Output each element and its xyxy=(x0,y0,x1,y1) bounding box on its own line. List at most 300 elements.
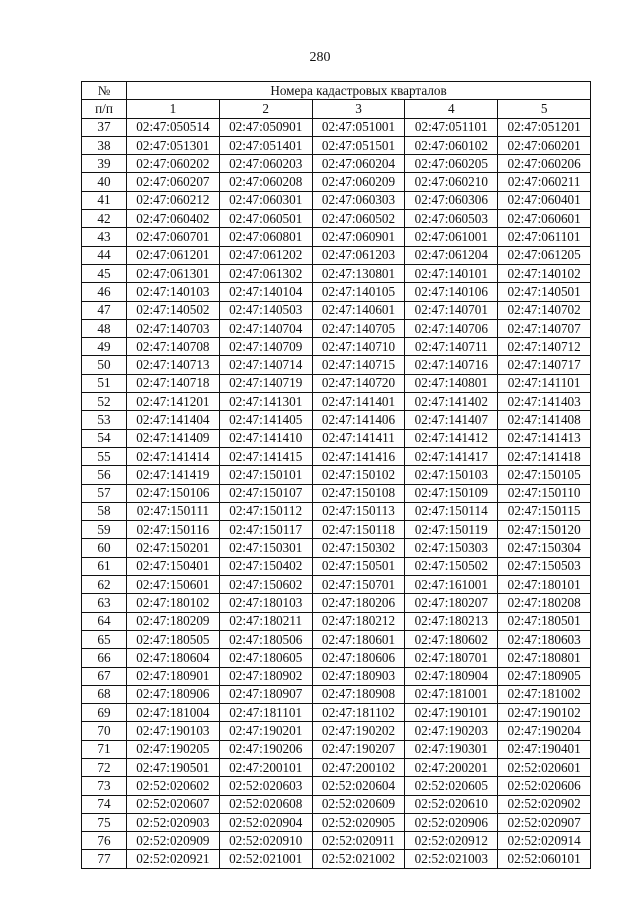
cadastral-quarter-cell: 02:47:060601 xyxy=(498,210,591,228)
cadastral-quarter-cell: 02:52:020605 xyxy=(405,777,498,795)
cadastral-quarter-cell: 02:47:190207 xyxy=(312,740,405,758)
cadastral-quarter-cell: 02:47:060207 xyxy=(127,173,220,191)
cadastral-quarter-cell: 02:47:150118 xyxy=(312,521,405,539)
cadastral-quarter-cell: 02:47:180602 xyxy=(405,630,498,648)
cadastral-quarter-cell: 02:52:020903 xyxy=(127,813,220,831)
cadastral-quarter-cell: 02:47:180211 xyxy=(219,612,312,630)
cadastral-quarter-cell: 02:47:140502 xyxy=(127,301,220,319)
cadastral-quarter-cell: 02:52:020609 xyxy=(312,795,405,813)
table-row xyxy=(82,685,591,703)
cadastral-quarter-cell: 02:47:060501 xyxy=(219,210,312,228)
cadastral-quarter-cell: 02:52:020914 xyxy=(498,832,591,850)
cadastral-quarter-cell: 02:47:060502 xyxy=(312,210,405,228)
cadastral-quarter-cell: 02:47:060210 xyxy=(405,173,498,191)
cadastral-quarter-cell: 02:47:190102 xyxy=(498,704,591,722)
cadastral-quarter-cell: 02:47:060102 xyxy=(405,136,498,154)
cadastral-quarter-cell: 02:47:190101 xyxy=(405,704,498,722)
cadastral-quarter-cell: 02:47:150114 xyxy=(405,502,498,520)
cadastral-quarter-cell: 02:52:020902 xyxy=(498,795,591,813)
header-num-line1: № xyxy=(82,82,127,100)
cadastral-quarter-cell: 02:47:051101 xyxy=(405,118,498,136)
cadastral-quarter-cell: 02:47:141414 xyxy=(127,447,220,465)
cadastral-quarter-cell: 02:47:200102 xyxy=(312,758,405,776)
row-number-cell: 66 xyxy=(82,649,127,667)
cadastral-quarter-cell: 02:47:180212 xyxy=(312,612,405,630)
cadastral-quarter-cell: 02:47:150107 xyxy=(219,484,312,502)
cadastral-quarter-cell: 02:47:150503 xyxy=(498,557,591,575)
cadastral-quarter-cell: 02:47:141402 xyxy=(405,393,498,411)
cadastral-quarter-cell: 02:47:150120 xyxy=(498,521,591,539)
table-row xyxy=(82,777,591,795)
cadastral-quarter-cell: 02:52:020921 xyxy=(127,850,220,868)
cadastral-quarter-cell: 02:47:140707 xyxy=(498,319,591,337)
cadastral-quarter-cell: 02:47:180907 xyxy=(219,685,312,703)
cadastral-quarter-cell: 02:47:141419 xyxy=(127,466,220,484)
row-number-cell: 47 xyxy=(82,301,127,319)
cadastral-quarter-cell: 02:47:150501 xyxy=(312,557,405,575)
cadastral-quarter-cell: 02:47:181004 xyxy=(127,704,220,722)
table-row xyxy=(82,356,591,374)
row-number-cell: 64 xyxy=(82,612,127,630)
cadastral-quarter-cell: 02:47:140719 xyxy=(219,374,312,392)
cadastral-quarter-cell: 02:47:150119 xyxy=(405,521,498,539)
cadastral-quarter-cell: 02:47:051301 xyxy=(127,136,220,154)
cadastral-quarter-cell: 02:47:150116 xyxy=(127,521,220,539)
header-row-title xyxy=(82,82,591,100)
cadastral-quarter-cell: 02:52:021003 xyxy=(405,850,498,868)
cadastral-quarter-cell: 02:47:141417 xyxy=(405,447,498,465)
cadastral-quarter-cell: 02:47:140501 xyxy=(498,283,591,301)
cadastral-quarter-cell: 02:47:141301 xyxy=(219,393,312,411)
row-number-cell: 41 xyxy=(82,191,127,209)
cadastral-quarter-cell: 02:47:140101 xyxy=(405,264,498,282)
row-number-cell: 69 xyxy=(82,704,127,722)
cadastral-quarter-cell: 02:47:061301 xyxy=(127,264,220,282)
row-number-cell: 57 xyxy=(82,484,127,502)
table-row xyxy=(82,502,591,520)
table-row xyxy=(82,704,591,722)
cadastral-quarter-cell: 02:47:180101 xyxy=(498,576,591,594)
cadastral-quarter-cell: 02:47:180801 xyxy=(498,649,591,667)
table-row xyxy=(82,173,591,191)
cadastral-quarter-cell: 02:47:140706 xyxy=(405,319,498,337)
cadastral-quarter-cell: 02:47:150401 xyxy=(127,557,220,575)
table-row xyxy=(82,594,591,612)
cadastral-quarter-cell: 02:47:190206 xyxy=(219,740,312,758)
table-row xyxy=(82,557,591,575)
cadastral-quarter-cell: 02:47:180908 xyxy=(312,685,405,703)
cadastral-quarter-cell: 02:52:020904 xyxy=(219,813,312,831)
row-number-cell: 55 xyxy=(82,447,127,465)
row-number-cell: 77 xyxy=(82,850,127,868)
cadastral-quarter-cell: 02:47:060201 xyxy=(498,136,591,154)
row-number-cell: 70 xyxy=(82,722,127,740)
cadastral-quarter-cell: 02:52:020909 xyxy=(127,832,220,850)
cadastral-quarter-cell: 02:47:190204 xyxy=(498,722,591,740)
cadastral-quarter-cell: 02:47:150103 xyxy=(405,466,498,484)
cadastral-quarter-cell: 02:47:061205 xyxy=(498,246,591,264)
header-column-1: 1 xyxy=(127,100,220,118)
cadastral-quarter-cell: 02:47:050514 xyxy=(127,118,220,136)
row-number-cell: 52 xyxy=(82,393,127,411)
cadastral-quarter-cell: 02:47:180206 xyxy=(312,594,405,612)
cadastral-quarter-cell: 02:52:020912 xyxy=(405,832,498,850)
cadastral-quarter-cell: 02:47:140801 xyxy=(405,374,498,392)
cadastral-quarter-cell: 02:47:150701 xyxy=(312,576,405,594)
cadastral-quarter-cell: 02:47:060211 xyxy=(498,173,591,191)
row-number-cell: 48 xyxy=(82,319,127,337)
cadastral-quarters-table xyxy=(81,81,591,869)
cadastral-quarter-cell: 02:47:140716 xyxy=(405,356,498,374)
table-row xyxy=(82,283,591,301)
cadastral-quarter-cell: 02:47:141404 xyxy=(127,411,220,429)
table-row xyxy=(82,722,591,740)
cadastral-quarter-cell: 02:52:020907 xyxy=(498,813,591,831)
cadastral-quarter-cell: 02:47:150602 xyxy=(219,576,312,594)
cadastral-quarter-cell: 02:47:140503 xyxy=(219,301,312,319)
cadastral-quarter-cell: 02:47:150117 xyxy=(219,521,312,539)
table-row xyxy=(82,484,591,502)
cadastral-quarter-cell: 02:47:150106 xyxy=(127,484,220,502)
cadastral-quarter-cell: 02:47:180506 xyxy=(219,630,312,648)
row-number-cell: 43 xyxy=(82,228,127,246)
cadastral-quarter-cell: 02:47:060205 xyxy=(405,155,498,173)
cadastral-quarter-cell: 02:47:150112 xyxy=(219,502,312,520)
cadastral-quarter-cell: 02:47:140710 xyxy=(312,338,405,356)
cadastral-quarter-cell: 02:47:061201 xyxy=(127,246,220,264)
header-row-columns xyxy=(82,100,591,118)
cadastral-quarter-cell: 02:52:020910 xyxy=(219,832,312,850)
cadastral-quarter-cell: 02:47:060701 xyxy=(127,228,220,246)
cadastral-quarter-cell: 02:47:150115 xyxy=(498,502,591,520)
cadastral-quarter-cell: 02:47:141416 xyxy=(312,447,405,465)
cadastral-quarter-cell: 02:47:061204 xyxy=(405,246,498,264)
cadastral-quarter-cell: 02:47:150113 xyxy=(312,502,405,520)
cadastral-quarter-cell: 02:47:180902 xyxy=(219,667,312,685)
cadastral-quarter-cell: 02:47:150303 xyxy=(405,539,498,557)
cadastral-quarter-cell: 02:47:180102 xyxy=(127,594,220,612)
cadastral-quarter-cell: 02:47:141406 xyxy=(312,411,405,429)
cadastral-quarter-cell: 02:47:140718 xyxy=(127,374,220,392)
table-row xyxy=(82,264,591,282)
cadastral-quarter-cell: 02:47:141401 xyxy=(312,393,405,411)
row-number-cell: 65 xyxy=(82,630,127,648)
cadastral-quarter-cell: 02:47:180601 xyxy=(312,630,405,648)
header-column-4: 4 xyxy=(405,100,498,118)
cadastral-quarter-cell: 02:47:180906 xyxy=(127,685,220,703)
cadastral-quarter-cell: 02:47:141412 xyxy=(405,429,498,447)
cadastral-quarter-cell: 02:47:150304 xyxy=(498,539,591,557)
cadastral-quarter-cell: 02:47:060401 xyxy=(498,191,591,209)
row-number-cell: 42 xyxy=(82,210,127,228)
cadastral-quarter-cell: 02:47:190203 xyxy=(405,722,498,740)
cadastral-quarter-cell: 02:47:140601 xyxy=(312,301,405,319)
row-number-cell: 40 xyxy=(82,173,127,191)
row-number-cell: 44 xyxy=(82,246,127,264)
cadastral-quarter-cell: 02:47:141101 xyxy=(498,374,591,392)
cadastral-quarter-cell: 02:47:141410 xyxy=(219,429,312,447)
cadastral-quarter-cell: 02:47:140714 xyxy=(219,356,312,374)
cadastral-quarter-cell: 02:47:140712 xyxy=(498,338,591,356)
cadastral-quarter-cell: 02:47:141409 xyxy=(127,429,220,447)
table-row xyxy=(82,228,591,246)
cadastral-quarter-cell: 02:47:181002 xyxy=(498,685,591,703)
cadastral-quarter-cell: 02:47:150110 xyxy=(498,484,591,502)
cadastral-quarter-cell: 02:47:061202 xyxy=(219,246,312,264)
cadastral-quarter-cell: 02:47:141411 xyxy=(312,429,405,447)
table-row xyxy=(82,850,591,868)
cadastral-quarter-cell: 02:47:140717 xyxy=(498,356,591,374)
cadastral-quarter-cell: 02:47:140106 xyxy=(405,283,498,301)
cadastral-quarter-cell: 02:47:180904 xyxy=(405,667,498,685)
cadastral-quarter-cell: 02:47:061001 xyxy=(405,228,498,246)
table-row xyxy=(82,393,591,411)
table-row xyxy=(82,612,591,630)
cadastral-quarter-cell: 02:47:150301 xyxy=(219,539,312,557)
cadastral-quarter-cell: 02:47:130801 xyxy=(312,264,405,282)
cadastral-quarter-cell: 02:47:051401 xyxy=(219,136,312,154)
cadastral-quarter-cell: 02:52:021002 xyxy=(312,850,405,868)
header-column-5: 5 xyxy=(498,100,591,118)
cadastral-quarter-cell: 02:47:060202 xyxy=(127,155,220,173)
cadastral-quarter-cell: 02:47:140701 xyxy=(405,301,498,319)
cadastral-quarter-cell: 02:47:161001 xyxy=(405,576,498,594)
cadastral-quarter-cell: 02:47:140713 xyxy=(127,356,220,374)
cadastral-quarter-cell: 02:47:060801 xyxy=(219,228,312,246)
table-header xyxy=(82,82,591,119)
row-number-cell: 58 xyxy=(82,502,127,520)
cadastral-quarter-cell: 02:47:180213 xyxy=(405,612,498,630)
cadastral-quarter-cell: 02:47:150105 xyxy=(498,466,591,484)
row-number-cell: 68 xyxy=(82,685,127,703)
cadastral-quarter-cell: 02:47:190205 xyxy=(127,740,220,758)
cadastral-quarter-cell: 02:47:051201 xyxy=(498,118,591,136)
header-title: Номера кадастровых кварталов xyxy=(127,82,591,100)
cadastral-quarter-cell: 02:47:190401 xyxy=(498,740,591,758)
header-column-2: 2 xyxy=(219,100,312,118)
table-row xyxy=(82,301,591,319)
cadastral-quarter-cell: 02:47:190301 xyxy=(405,740,498,758)
cadastral-quarter-cell: 02:52:020603 xyxy=(219,777,312,795)
cadastral-quarter-cell: 02:47:061203 xyxy=(312,246,405,264)
table-row xyxy=(82,576,591,594)
cadastral-quarter-cell: 02:47:181101 xyxy=(219,704,312,722)
cadastral-quarter-cell: 02:47:060206 xyxy=(498,155,591,173)
cadastral-quarter-cell: 02:47:140705 xyxy=(312,319,405,337)
cadastral-quarter-cell: 02:52:020602 xyxy=(127,777,220,795)
cadastral-quarter-cell: 02:47:060306 xyxy=(405,191,498,209)
cadastral-quarter-cell: 02:47:180505 xyxy=(127,630,220,648)
cadastral-quarter-cell: 02:47:140702 xyxy=(498,301,591,319)
table-row xyxy=(82,521,591,539)
cadastral-quarter-cell: 02:47:140105 xyxy=(312,283,405,301)
cadastral-quarter-cell: 02:47:200201 xyxy=(405,758,498,776)
cadastral-quarter-cell: 02:47:140102 xyxy=(498,264,591,282)
cadastral-quarter-cell: 02:47:060203 xyxy=(219,155,312,173)
cadastral-quarter-cell: 02:47:061101 xyxy=(498,228,591,246)
table-row xyxy=(82,246,591,264)
cadastral-quarter-cell: 02:52:020606 xyxy=(498,777,591,795)
cadastral-quarter-cell: 02:47:200101 xyxy=(219,758,312,776)
cadastral-quarter-cell: 02:52:020608 xyxy=(219,795,312,813)
cadastral-quarter-cell: 02:47:140711 xyxy=(405,338,498,356)
cadastral-quarter-cell: 02:47:150102 xyxy=(312,466,405,484)
cadastral-quarter-cell: 02:47:141405 xyxy=(219,411,312,429)
row-number-cell: 54 xyxy=(82,429,127,447)
table-body xyxy=(82,118,591,868)
cadastral-quarter-cell: 02:47:180604 xyxy=(127,649,220,667)
cadastral-quarter-cell: 02:47:150402 xyxy=(219,557,312,575)
cadastral-quarter-cell: 02:47:190201 xyxy=(219,722,312,740)
cadastral-quarter-cell: 02:47:060303 xyxy=(312,191,405,209)
cadastral-quarter-cell: 02:47:150302 xyxy=(312,539,405,557)
row-number-cell: 51 xyxy=(82,374,127,392)
row-number-cell: 67 xyxy=(82,667,127,685)
row-number-cell: 45 xyxy=(82,264,127,282)
cadastral-quarter-cell: 02:47:061302 xyxy=(219,264,312,282)
table-row xyxy=(82,447,591,465)
table-row xyxy=(82,319,591,337)
cadastral-quarter-cell: 02:47:141408 xyxy=(498,411,591,429)
cadastral-quarter-cell: 02:52:020906 xyxy=(405,813,498,831)
table-row xyxy=(82,539,591,557)
row-number-cell: 46 xyxy=(82,283,127,301)
table-row xyxy=(82,795,591,813)
cadastral-quarter-cell: 02:47:180501 xyxy=(498,612,591,630)
table-row xyxy=(82,832,591,850)
row-number-cell: 75 xyxy=(82,813,127,831)
cadastral-quarter-cell: 02:47:140708 xyxy=(127,338,220,356)
row-number-cell: 39 xyxy=(82,155,127,173)
row-number-cell: 60 xyxy=(82,539,127,557)
cadastral-quarter-cell: 02:47:150601 xyxy=(127,576,220,594)
cadastral-quarter-cell: 02:47:141201 xyxy=(127,393,220,411)
table-row xyxy=(82,118,591,136)
row-number-cell: 63 xyxy=(82,594,127,612)
cadastral-quarter-cell: 02:47:180208 xyxy=(498,594,591,612)
cadastral-quarter-cell: 02:52:060101 xyxy=(498,850,591,868)
cadastral-quarter-cell: 02:47:150111 xyxy=(127,502,220,520)
row-number-cell: 50 xyxy=(82,356,127,374)
cadastral-quarter-cell: 02:47:180605 xyxy=(219,649,312,667)
cadastral-quarter-cell: 02:52:020601 xyxy=(498,758,591,776)
page-number: 280 xyxy=(309,50,331,65)
cadastral-quarter-cell: 02:47:140720 xyxy=(312,374,405,392)
table-row xyxy=(82,374,591,392)
cadastral-quarter-cell: 02:47:180103 xyxy=(219,594,312,612)
cadastral-quarter-cell: 02:47:180603 xyxy=(498,630,591,648)
cadastral-quarter-cell: 02:52:020911 xyxy=(312,832,405,850)
cadastral-quarter-cell: 02:47:060209 xyxy=(312,173,405,191)
cadastral-quarter-cell: 02:52:020905 xyxy=(312,813,405,831)
cadastral-quarter-cell: 02:47:140103 xyxy=(127,283,220,301)
cadastral-quarter-cell: 02:47:141415 xyxy=(219,447,312,465)
table-row xyxy=(82,429,591,447)
cadastral-quarter-cell: 02:47:141418 xyxy=(498,447,591,465)
cadastral-quarter-cell: 02:52:020604 xyxy=(312,777,405,795)
cadastral-quarter-cell: 02:47:181102 xyxy=(312,704,405,722)
cadastral-quarter-cell: 02:47:150502 xyxy=(405,557,498,575)
cadastral-quarter-cell: 02:47:060402 xyxy=(127,210,220,228)
cadastral-quarter-cell: 02:52:021001 xyxy=(219,850,312,868)
cadastral-quarter-cell: 02:47:060212 xyxy=(127,191,220,209)
cadastral-quarter-cell: 02:47:140704 xyxy=(219,319,312,337)
cadastral-quarter-cell: 02:52:020610 xyxy=(405,795,498,813)
cadastral-quarter-cell: 02:47:150109 xyxy=(405,484,498,502)
cadastral-quarter-cell: 02:52:020607 xyxy=(127,795,220,813)
header-column-3: 3 xyxy=(312,100,405,118)
table-row xyxy=(82,667,591,685)
table-row xyxy=(82,649,591,667)
row-number-cell: 37 xyxy=(82,118,127,136)
row-number-cell: 71 xyxy=(82,740,127,758)
table-row xyxy=(82,813,591,831)
cadastral-quarter-cell: 02:47:060204 xyxy=(312,155,405,173)
cadastral-quarter-cell: 02:47:051001 xyxy=(312,118,405,136)
cadastral-quarter-cell: 02:47:180905 xyxy=(498,667,591,685)
row-number-cell: 38 xyxy=(82,136,127,154)
cadastral-quarter-cell: 02:47:190501 xyxy=(127,758,220,776)
cadastral-quarter-cell: 02:47:150108 xyxy=(312,484,405,502)
cadastral-quarter-cell: 02:47:150201 xyxy=(127,539,220,557)
header-num-line2: п/п xyxy=(82,100,127,118)
table-row xyxy=(82,210,591,228)
cadastral-quarter-cell: 02:47:060208 xyxy=(219,173,312,191)
table-row xyxy=(82,740,591,758)
row-number-cell: 72 xyxy=(82,758,127,776)
cadastral-quarter-cell: 02:47:140104 xyxy=(219,283,312,301)
cadastral-quarter-cell: 02:47:180207 xyxy=(405,594,498,612)
cadastral-quarter-cell: 02:47:141413 xyxy=(498,429,591,447)
cadastral-quarter-cell: 02:47:190103 xyxy=(127,722,220,740)
table-row xyxy=(82,758,591,776)
table-row xyxy=(82,411,591,429)
table-row xyxy=(82,136,591,154)
row-number-cell: 74 xyxy=(82,795,127,813)
cadastral-quarter-cell: 02:47:180901 xyxy=(127,667,220,685)
row-number-cell: 62 xyxy=(82,576,127,594)
cadastral-quarter-cell: 02:47:180606 xyxy=(312,649,405,667)
cadastral-quarter-cell: 02:47:190202 xyxy=(312,722,405,740)
row-number-cell: 53 xyxy=(82,411,127,429)
row-number-cell: 61 xyxy=(82,557,127,575)
cadastral-quarter-cell: 02:47:140709 xyxy=(219,338,312,356)
table-row xyxy=(82,191,591,209)
cadastral-quarter-cell: 02:47:050901 xyxy=(219,118,312,136)
cadastral-quarter-cell: 02:47:180903 xyxy=(312,667,405,685)
cadastral-quarter-cell: 02:47:141407 xyxy=(405,411,498,429)
cadastral-quarter-cell: 02:47:150101 xyxy=(219,466,312,484)
cadastral-quarter-cell: 02:47:180701 xyxy=(405,649,498,667)
table-row xyxy=(82,338,591,356)
row-number-cell: 59 xyxy=(82,521,127,539)
cadastral-quarter-cell: 02:47:051501 xyxy=(312,136,405,154)
table-row xyxy=(82,466,591,484)
row-number-cell: 49 xyxy=(82,338,127,356)
cadastral-quarter-cell: 02:47:060503 xyxy=(405,210,498,228)
cadastral-quarter-cell: 02:47:140703 xyxy=(127,319,220,337)
row-number-cell: 76 xyxy=(82,832,127,850)
row-number-cell: 73 xyxy=(82,777,127,795)
cadastral-quarter-cell: 02:47:060901 xyxy=(312,228,405,246)
cadastral-quarter-cell: 02:47:141403 xyxy=(498,393,591,411)
table-row xyxy=(82,155,591,173)
cadastral-quarter-cell: 02:47:140715 xyxy=(312,356,405,374)
cadastral-quarter-cell: 02:47:180209 xyxy=(127,612,220,630)
table-row xyxy=(82,630,591,648)
cadastral-quarter-cell: 02:47:060301 xyxy=(219,191,312,209)
cadastral-quarter-cell: 02:47:181001 xyxy=(405,685,498,703)
